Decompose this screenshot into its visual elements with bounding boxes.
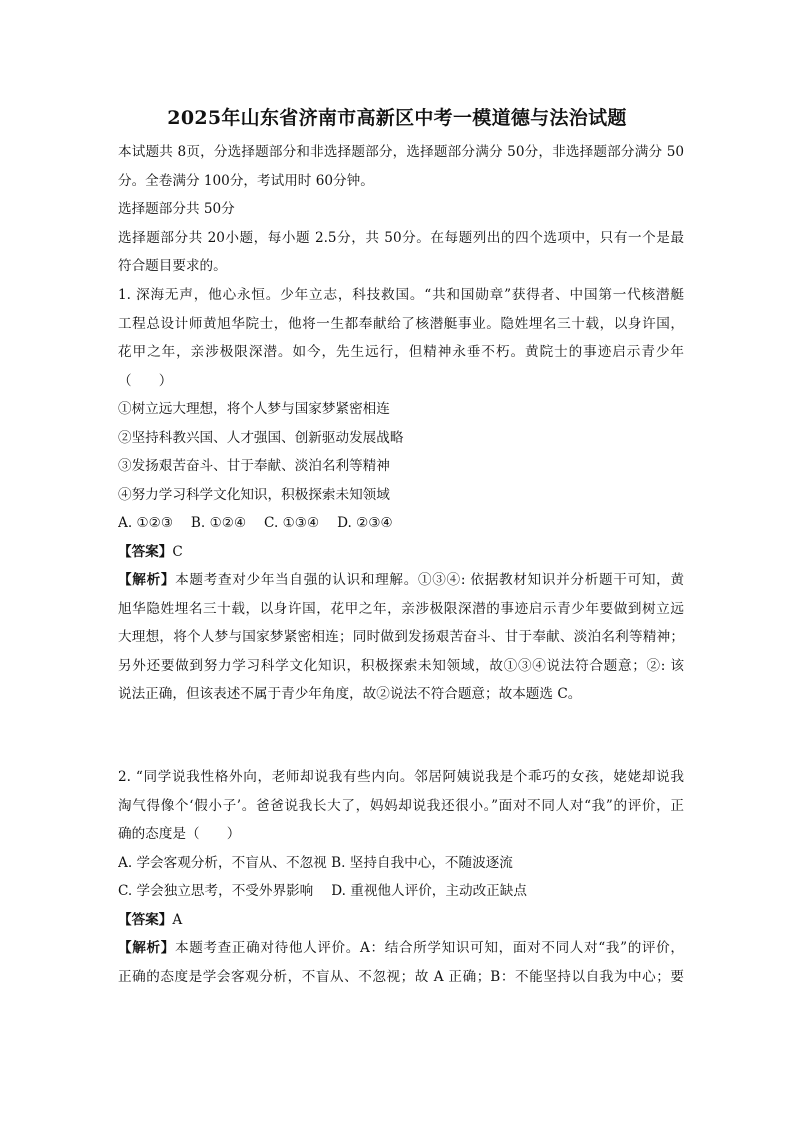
analysis-text: 本题考查对少年当自强的认识和理解。①③④: 依据教材知识并分析题干可知，黄 [175, 572, 684, 588]
answer-value: C [172, 543, 183, 560]
answer-blank: （ ） [118, 372, 173, 389]
answer-label: 【答案】 [118, 911, 173, 928]
answer-options: A. ①②③ B. ①②④ C. ①③④ D. ②③④ [118, 515, 393, 531]
analysis-line [118, 934, 684, 963]
analysis-line [118, 566, 684, 595]
answer-line [118, 538, 684, 567]
text-line: 分。全卷满分 100分，考试用时 60分钟。 [118, 172, 374, 189]
question-stem-line: 花甲之年，亲涉极限深潜。如今，先生远行，但精神永垂不朽。黄院士的事迹启示青少年 [118, 344, 684, 360]
analysis-line: 旭华隐姓埋名三十载，以身许国，花甲之年，亲涉极限深潜的事迹启示青少年要做到树立远 [118, 600, 684, 617]
statement-item: ②坚持科教兴国、人才强国、创新驱动发展战略 [118, 429, 404, 446]
question-stem-line: 1. 深海无声，他心永恒。少年立志，科技救国。“共和国勋章”获得者、中国第一代核潜艇 [118, 287, 684, 303]
statement-item: ①树立远大理想，将个人梦与国家梦紧密相连 [118, 401, 390, 417]
question-2 [118, 763, 684, 991]
analysis-line: 另外还要做到努力学习科学文化知识，积极探索未知领域，故①③④说法符合题意；②: 该 [118, 657, 684, 674]
answer-options: A. 学会客观分析，不盲从、不忽视 B. 坚持自我中心，不随波逐流 [118, 854, 513, 871]
text-line: 符合题目要求的。 [118, 258, 227, 274]
statement-item: ④努力学习科学文化知识，积极探索未知领域 [118, 486, 390, 503]
exam-intro [118, 138, 684, 281]
question-stem-line: 确的态度是（ ） [118, 826, 241, 842]
answer-value: A [172, 911, 183, 928]
analysis-line: 大理想，将个人梦与国家梦紧密相连；同时做到发扬艰苦奋斗、甘于奉献、淡泊名利等精神； [118, 629, 684, 645]
question-stem-line: 工程总设计师黄旭华院士，他将一生都奉献给了核潜艇事业。隐姓埋名三十载，以身许国， [118, 315, 684, 332]
analysis-line: 说法正确，但该表述不属于青少年角度，故②说法不符合题意；故本题选 C。 [118, 686, 582, 702]
answer-options: C. 学会独立思考，不受外界影响 D. 重视他人评价，主动改正缺点 [118, 883, 527, 899]
analysis-label: 【解析】 [118, 572, 176, 588]
question-stem-line: 淘气得像个‘假小子’。爸爸说我长大了，妈妈却说我还很小。”面对不同人对“我”的评价，正 [118, 797, 684, 814]
text-line: 本试题共 8页，分选择题部分和非选择题部分，选择题部分满分 50分，非选择题部分满分 50 [118, 144, 684, 160]
statement-item: ③发扬艰苦奋斗、甘于奉献、淡泊名利等精神 [118, 458, 390, 474]
question-1 [118, 281, 684, 709]
answer-line [118, 906, 684, 935]
analysis-label: 【解析】 [118, 940, 175, 956]
document-title: 2025年山东省济南市高新区中考一模道德与法治试题 [167, 107, 627, 129]
analysis-line: 正确的态度是学会客观分析，不盲从、不忽视；故 A 正确；B：不能坚持以自我为中心；要 [118, 968, 684, 985]
question-stem-line: 2. “同学说我性格外向，老师却说我有些内向。邻居阿姨说我是个乖巧的女孩，姥姥却说我 [118, 769, 684, 785]
analysis-text: 本题考查正确对待他人评价。A：结合所学知识可知，面对不同人对“我”的评价， [174, 940, 684, 956]
section-title: 选择题部分共 50分 [118, 201, 235, 217]
answer-label: 【答案】 [118, 543, 173, 560]
text-line: 选择题部分共 20小题，每小题 2.5分，共 50分。在每题列出的四个选项中，只有一个是最 [118, 229, 684, 246]
